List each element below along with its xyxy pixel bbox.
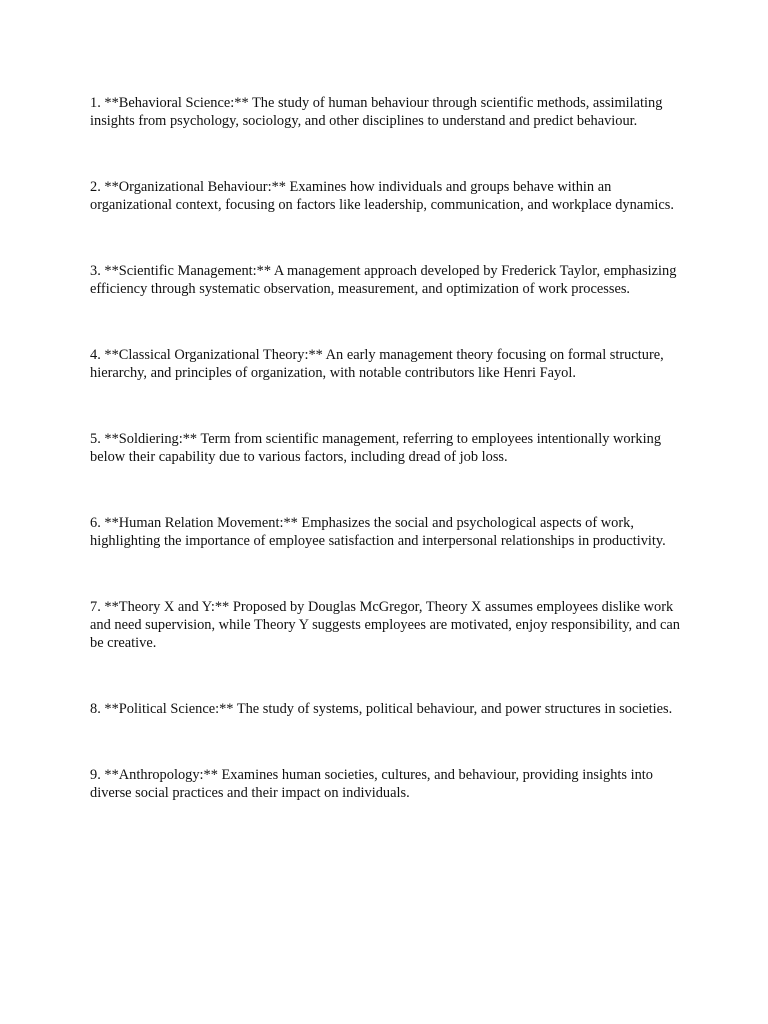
glossary-entry-human-relation-movement: 6. **Human Relation Movement:** Emphasizes the social and psychological aspects of work, highlighting the importance of employee satisfaction and interpersonal relationships in productivity. <box>90 515 666 550</box>
glossary-entry-soldiering: 5. **Soldiering:** Term from scientific management, referring to employees intentionally working below their capability due to various factors, including dread of job loss. <box>90 431 662 466</box>
glossary-entry-organizational-behaviour: 2. **Organizational Behaviour:** Examines how individuals and groups behave within an organizational context, focusing on factors like leadership, communication, and workplace dynamics. <box>90 179 674 214</box>
glossary-entry-theory-x-and-y: 7. **Theory X and Y:** Proposed by Douglas McGregor, Theory X assumes employees dislike work and need supervision, while Theory Y suggests employees are motivated, enjoy responsibility, and can be creative. <box>90 599 681 652</box>
glossary-entry-scientific-management: 3. **Scientific Management:** A management approach developed by Frederick Taylor, emphasizing efficiency through systematic observation, measurement, and optimization of work processes. <box>90 263 677 298</box>
glossary-entry-anthropology: 9. **Anthropology:** Examines human societies, cultures, and behaviour, providing insights into diverse social practices and their impact on individuals. <box>90 767 653 802</box>
glossary-entry-behavioral-science: 1. **Behavioral Science:** The study of human behaviour through scientific methods, assimilating insights from psychology, sociology, and other disciplines to understand and predict behaviour. <box>90 95 663 130</box>
glossary-entry-political-science: 8. **Political Science:** The study of systems, political behaviour, and power structures in societies. <box>90 701 673 718</box>
glossary-entry-classical-organizational-theory: 4. **Classical Organizational Theory:** An early management theory focusing on formal structure, hierarchy, and principles of organization, with notable contributors like Henri Fayol. <box>90 347 664 382</box>
glossary-list <box>90 94 682 850</box>
